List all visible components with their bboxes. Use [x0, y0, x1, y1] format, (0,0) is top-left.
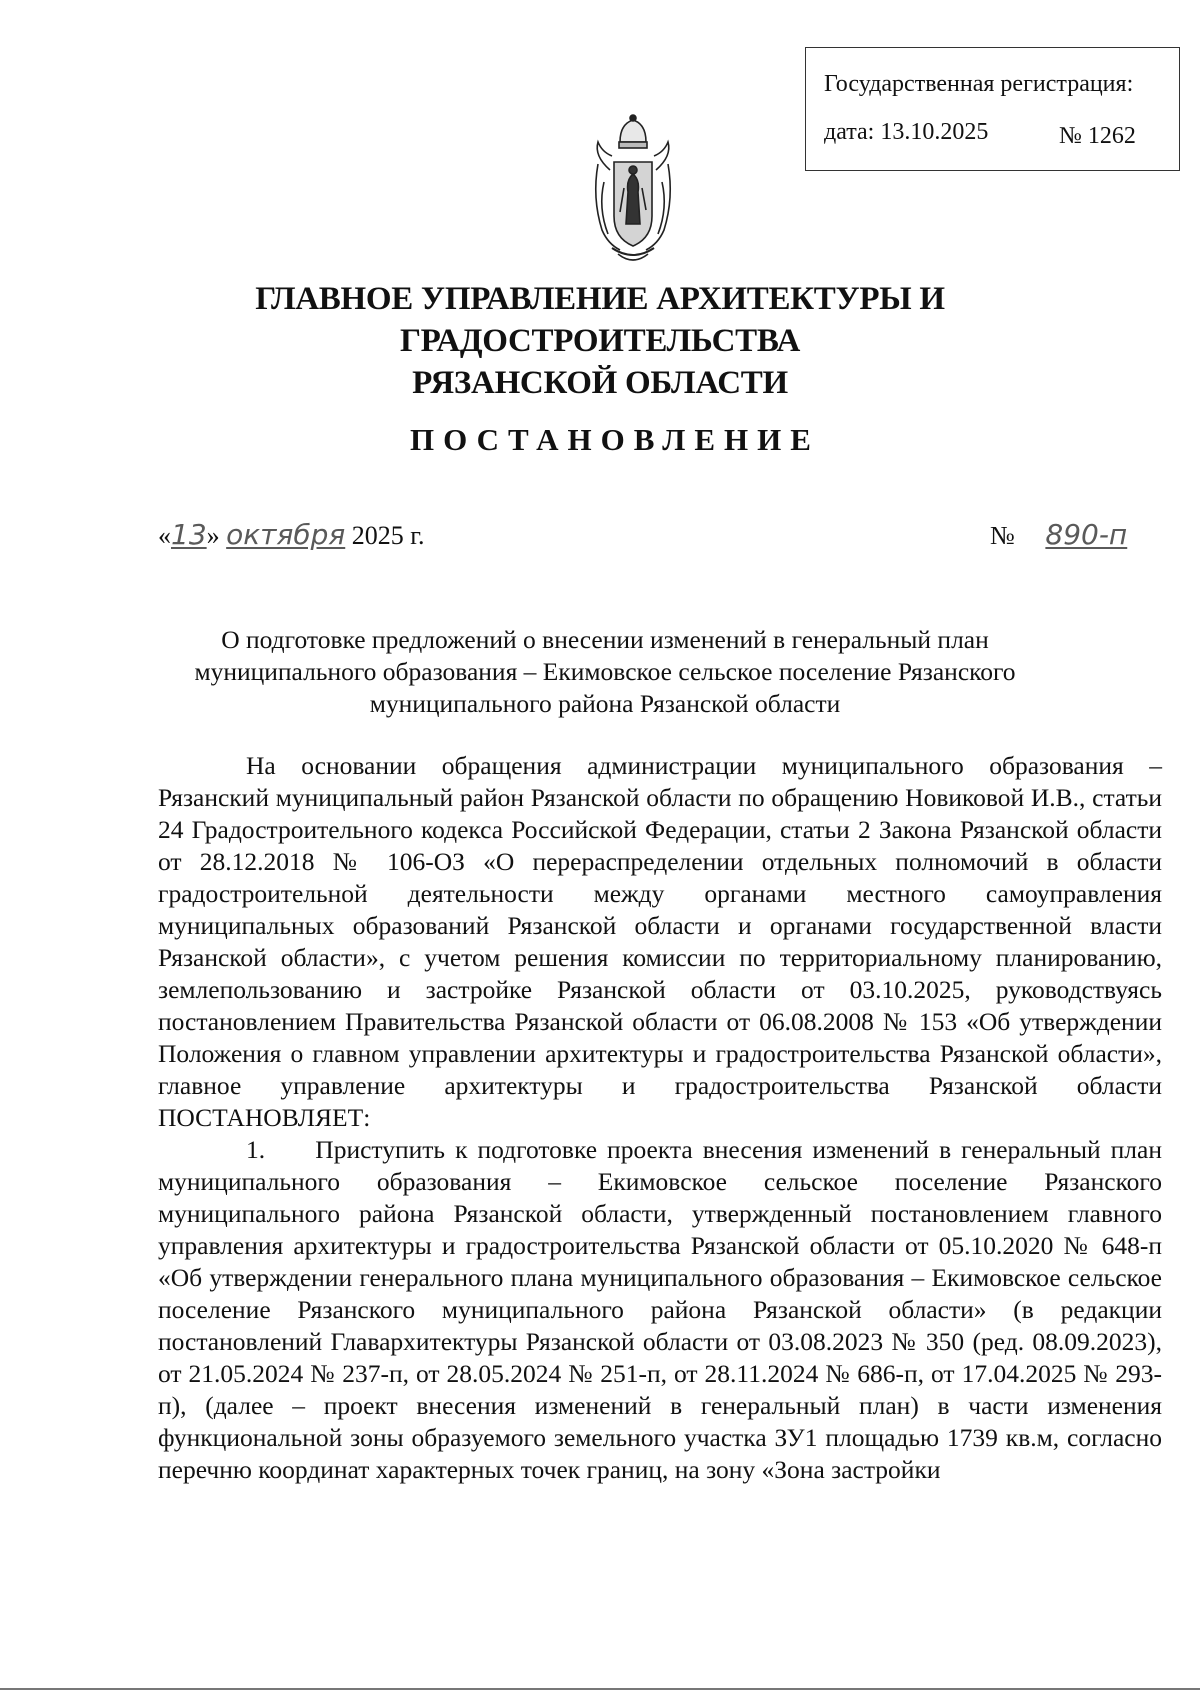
document-date: [158, 518, 424, 551]
ryazan-oblast-coat-of-arms-icon: [590, 112, 676, 268]
registration-stamp: [805, 47, 1180, 171]
document-body: [158, 750, 1162, 1486]
number-sign: №: [990, 521, 1015, 550]
registration-number: № 1262: [1059, 123, 1136, 149]
page-bottom-edge: [0, 1688, 1200, 1690]
document-type-title: ПОСТАНОВЛЕНИЕ: [410, 422, 820, 457]
document-subject: [160, 624, 1050, 720]
registration-date: дата: 13.10.2025: [824, 119, 989, 145]
subject-line1: О подготовке предложений о внесении изменений в генеральный план: [221, 625, 989, 654]
subject-line3: муниципального района Рязанской области: [369, 689, 841, 718]
subject-line2: муниципального образования – Екимовское сельское поселение Рязанского: [194, 657, 1016, 686]
organization-name-line2: РЯЗАНСКОЙ ОБЛАСТИ: [412, 365, 788, 401]
item-1-number: 1.: [246, 1135, 266, 1164]
organization-name: [60, 278, 1140, 404]
date-open-quote: «: [158, 521, 171, 550]
number-value-handwritten: 890-п: [1045, 518, 1128, 551]
registration-title: Государственная регистрация:: [824, 71, 1134, 97]
date-month-handwritten: октября: [226, 518, 346, 551]
date-year: 2025 г.: [351, 521, 425, 550]
date-close-quote: »: [206, 521, 220, 550]
document-number: [990, 518, 1151, 551]
date-day-handwritten: 13: [171, 518, 207, 551]
preamble-paragraph: На основании обращения администрации муниципального образования – Рязанский муниципальный район Рязанской области по обращению Новиковой И.В., статьи 24 Градостроительного кодекса Российской Федерации, статьи 2 Закона Рязанской области от 28.12.2018 № 106-ОЗ «О перераспределении отдельных полномочий в области градостроительной деятельности между органами местного самоуправления муниципальных образований Рязанской области и органами государственной власти Рязанской области», с учетом решения комиссии по территориальному планированию, землепользованию и застройке Рязанской области от 03.10.2025, руководствуясь постановлением Правительства Рязанской области от 06.08.2008 № 153 «Об утверждении Положения о главном управлении архитектуры и градостроительства Рязанской области», главное управление архитектуры и градостроительства Рязанской области ПОСТАНОВЛЯЕТ:: [158, 751, 1162, 1132]
item-1-text: Приступить к подготовке проекта внесения изменений в генеральный план муниципального образования – Екимовское сельское поселение Рязанского муниципального района Рязанской области, утвержденный постановлением главного управления архитектуры и градостроительства Рязанской области от 05.10.2020 № 648-п «Об утверждении генерального плана муниципального образования – Екимовское сельское поселение Рязанского муниципального района Рязанской области» (в редакции постановлений Главархитектуры Рязанской области от 03.08.2023 № 350 (ред. 08.09.2023), от 21.05.2024 № 237-п, от 28.05.2024 № 251-п, от 28.11.2024 № 686-п, от 17.04.2025 № 293-п), (далее – проект внесения изменений в генеральный план) в части изменения функциональной зоны образуемого земельного участка ЗУ1 площадью 1739 кв.м, согласно перечню координат характерных точек границ, на зону «Зона застройки: [158, 1135, 1162, 1484]
item-1-paragraph: [158, 1134, 1162, 1486]
organization-name-line1: ГЛАВНОЕ УПРАВЛЕНИЕ АРХИТЕКТУРЫ И ГРАДОСТРОИТЕЛЬСТВА: [255, 281, 945, 359]
